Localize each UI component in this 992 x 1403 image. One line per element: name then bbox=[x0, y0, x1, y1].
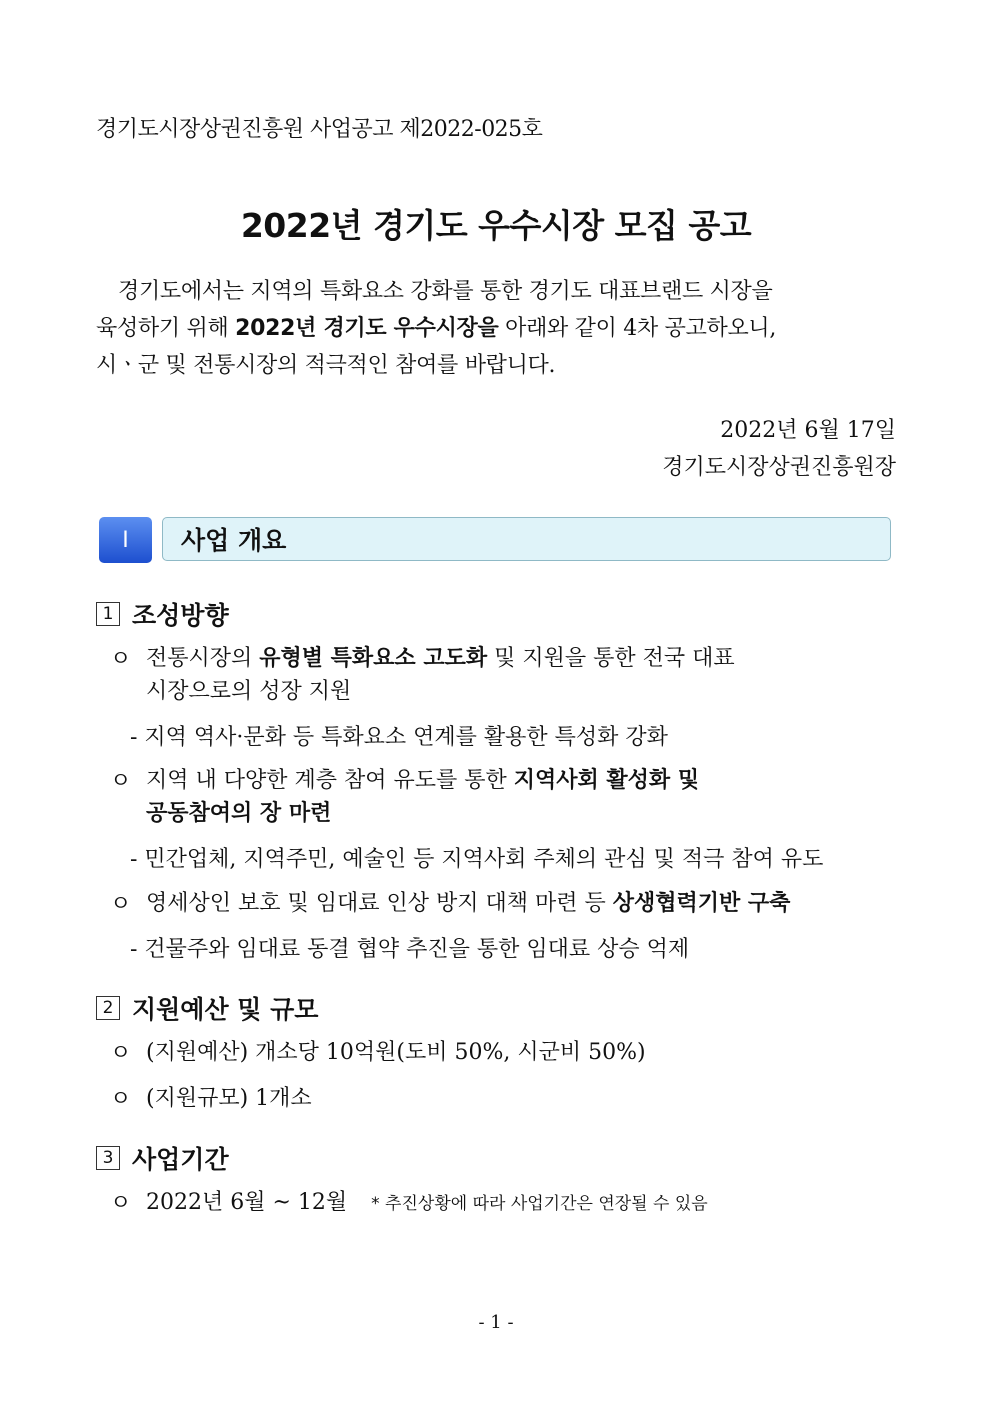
bullet-text bbox=[146, 642, 888, 708]
subsection-2-heading bbox=[96, 990, 318, 1026]
bullet-item bbox=[110, 1082, 888, 1115]
dash-item: - 건물주와 임대료 동결 협약 추진을 통한 임대료 상승 억제 bbox=[130, 937, 690, 962]
dash-item: - 민간업체, 지역주민, 예술인 등 지역사회 주체의 관심 및 적극 참여 유도 bbox=[130, 847, 824, 872]
bullet-text bbox=[146, 887, 888, 920]
bullet-text-c: 및 지원을 통한 전국 대표 bbox=[487, 646, 735, 671]
intro-line-1: 경기도에서는 지역의 특화요소 강화를 통한 경기도 대표브랜드 시장을 bbox=[118, 279, 773, 304]
bullet-item bbox=[110, 764, 888, 830]
document-title: 2022년 경기도 우수시장 모집 공고 bbox=[240, 206, 752, 245]
bullet-text-a: 전통시장의 bbox=[146, 646, 260, 671]
bullet-text: (지원규모) 1개소 bbox=[146, 1086, 312, 1111]
bullet-item bbox=[110, 1186, 888, 1221]
bullet-emphasis: 유형별 특화요소 고도화 bbox=[259, 646, 488, 671]
subsection-3-heading bbox=[96, 1140, 229, 1176]
bullet-text-line-2: 시장으로의 성장 지원 bbox=[146, 679, 352, 704]
subsection-number-box: 2 bbox=[96, 996, 120, 1020]
subsection-number-box: 1 bbox=[96, 602, 120, 626]
page-number: - 1 - bbox=[478, 1312, 514, 1333]
intro-line-2 bbox=[96, 310, 898, 347]
bullet-emphasis-line-2: 공동참여의 장 마련 bbox=[146, 801, 332, 826]
section-number-badge: Ⅰ bbox=[99, 517, 152, 563]
intro-line-2-c: 아래와 같이 4차 공고하오니, bbox=[498, 316, 777, 341]
intro-emphasis: 2022년 경기도 우수시장을 bbox=[235, 316, 499, 341]
subsection-title: 지원예산 및 규모 bbox=[132, 995, 319, 1024]
subsection-number-box: 3 bbox=[96, 1146, 120, 1170]
bullet-mark: ㅇ bbox=[110, 647, 132, 672]
bullet-mark: ㅇ bbox=[110, 1087, 132, 1112]
subsection-1-heading bbox=[96, 596, 229, 632]
bullet-text-a: 영세상인 보호 및 임대료 인상 방지 대책 마련 등 bbox=[146, 891, 613, 916]
section-title: 사업 개요 bbox=[181, 526, 287, 555]
bullet-mark: ㅇ bbox=[110, 769, 132, 794]
bullet-item bbox=[110, 642, 888, 708]
intro-line-3: 시ㆍ군 및 전통시장의 적극적인 참여를 바랍니다. bbox=[96, 353, 556, 378]
bullet-item bbox=[110, 887, 888, 920]
notice-number: 경기도시장상권진흥원 사업공고 제2022-025호 bbox=[96, 117, 543, 142]
bullet-emphasis: 지역사회 활성화 및 bbox=[513, 768, 700, 793]
bullet-text bbox=[146, 764, 888, 830]
section-title-bar bbox=[162, 517, 891, 561]
bullet-text-a: 지역 내 다양한 계층 참여 유도를 통한 bbox=[146, 768, 514, 793]
bullet-text bbox=[146, 1186, 888, 1221]
subsection-title: 조성방향 bbox=[132, 601, 229, 630]
period-note: * 추진상황에 따라 사업기간은 연장될 수 있음 bbox=[371, 1194, 708, 1214]
bullet-item bbox=[110, 1036, 888, 1069]
notice-date: 2022년 6월 17일 bbox=[720, 418, 896, 443]
subsection-title: 사업기간 bbox=[132, 1145, 229, 1174]
issuer-name: 경기도시장상권진흥원장 bbox=[662, 455, 896, 480]
intro-paragraph bbox=[96, 273, 898, 384]
dash-item: - 지역 역사·문화 등 특화요소 연계를 활용한 특성화 강화 bbox=[130, 725, 668, 750]
period-text: 2022년 6월 ~ 12월 bbox=[146, 1190, 348, 1215]
bullet-text: (지원예산) 개소당 10억원(도비 50%, 시군비 50%) bbox=[146, 1040, 646, 1065]
bullet-mark: ㅇ bbox=[110, 1041, 132, 1066]
bullet-mark: ㅇ bbox=[110, 1191, 132, 1216]
intro-line-2-a: 육성하기 위해 bbox=[96, 316, 236, 341]
bullet-emphasis: 상생협력기반 구축 bbox=[612, 891, 791, 916]
bullet-mark: ㅇ bbox=[110, 892, 132, 917]
